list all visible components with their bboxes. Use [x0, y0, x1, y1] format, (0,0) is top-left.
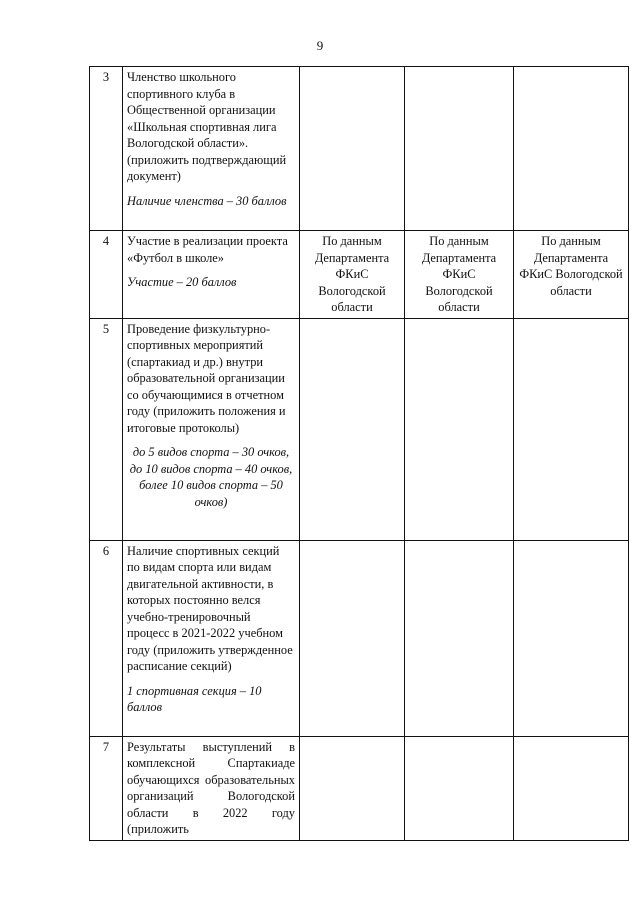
criterion-score: до 5 видов спорта – 30 очков, до 10 видов спорта – 40 очков, более 10 видов спорта – 50 очков): [129, 445, 293, 509]
criterion-score: 1 спортивная секция – 10 баллов: [127, 683, 262, 714]
table-row: [90, 736, 629, 840]
value-cell: [514, 67, 629, 231]
criterion-cell: [123, 540, 300, 736]
row-number: 3: [90, 67, 123, 231]
criterion-text: Участие в реализации проекта «Футбол в школе»: [127, 234, 288, 265]
value-cell: [300, 540, 405, 736]
table-row: [90, 318, 629, 540]
criterion-cell: [123, 67, 300, 231]
criteria-table: [89, 66, 629, 841]
criterion-cell: [123, 318, 300, 540]
value-cell: По данным Департамента ФКиС Вологодской области: [514, 231, 629, 319]
criterion-cell: [123, 231, 300, 319]
row-number: 5: [90, 318, 123, 540]
value-cell: [300, 318, 405, 540]
criterion-text: Членство школьного спортивного клуба в Общественной организации «Школьная спортивная лига Вологодской области». (приложить подтверждающий документ): [127, 70, 287, 183]
criterion-score: Участие – 20 баллов: [127, 275, 237, 289]
value-cell: [514, 318, 629, 540]
value-cell: [405, 736, 514, 840]
criterion-text: Наличие спортивных секций по видам спорта или видам двигательной активности, в которых постоянно велся учебно-тренировочный процесс в 2021-2022 учебном году (приложить утвержденное расписание секций): [127, 543, 293, 673]
table-row: [90, 231, 629, 319]
criterion-text: Результаты выступлений в комплексной Спартакиаде обучающихся образовательных организаций Вологодской области в 2022 году (приложить: [127, 739, 295, 836]
value-cell: [405, 67, 514, 231]
page-number: 9: [316, 38, 324, 53]
table-row: [90, 67, 629, 231]
value-cell: [405, 540, 514, 736]
value-cell: [514, 540, 629, 736]
value-cell: [300, 736, 405, 840]
criterion-cell: [123, 736, 300, 840]
value-cell: По данным Департамента ФКиС Вологодской области: [300, 231, 405, 319]
row-number: 4: [90, 231, 123, 319]
row-number: 7: [90, 736, 123, 840]
value-cell: По данным Департамента ФКиС Вологодской области: [405, 231, 514, 319]
criterion-text: Проведение физкультурно-спортивных мероприятий (спартакиад и др.) внутри образовательной организации со обучающимися в отчетном году (приложить положения и итоговые протоколы): [127, 321, 286, 435]
value-cell: [405, 318, 514, 540]
table-row: [90, 540, 629, 736]
criterion-score: Наличие членства – 30 баллов: [127, 193, 287, 208]
value-cell: [300, 67, 405, 231]
value-cell: [514, 736, 629, 840]
row-number: 6: [90, 540, 123, 736]
